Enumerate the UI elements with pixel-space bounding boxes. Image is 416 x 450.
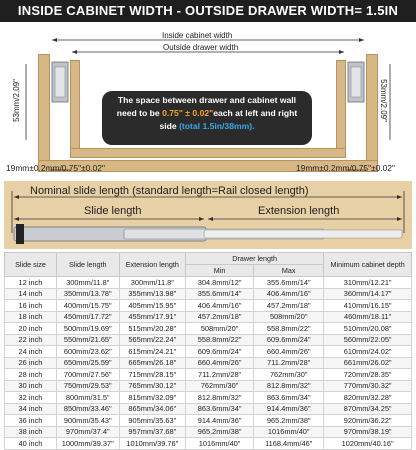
table-cell: 515mm/20.28" [119,323,185,335]
table-cell: 355mm/13.98" [119,288,185,300]
left-height-label: 53mm/2.09" [11,79,21,122]
table-cell: 40 inch [5,438,57,450]
table-cell: 1020mm/40.16" [324,438,412,450]
table-row [5,311,412,323]
table-cell: 455mm/17.91" [119,311,185,323]
table-cell: 14 inch [5,288,57,300]
table-row [5,380,412,392]
table-cell: 26 inch [5,357,57,369]
table-cell: 355.6mm/14" [254,277,324,289]
col-slide-length: Slide length [56,253,119,277]
table-cell: 36 inch [5,415,57,427]
table-cell: 350mm/13.78" [56,288,119,300]
table-cell: 24 inch [5,346,57,358]
table-cell: 762mm/30" [254,369,324,381]
table-cell: 660.4mm/26" [254,346,324,358]
table-row [5,334,412,346]
table-cell: 650mm/25.59" [56,357,119,369]
table-cell: 406.4mm/16" [254,288,324,300]
table-cell: 711.2mm/28" [254,357,324,369]
table-cell: 920mm/36.22" [324,415,412,427]
right-gap-label: 19mm±0.2mm/0.75"±0.02" [296,163,395,173]
table-row [5,392,412,404]
table-cell: 30 inch [5,380,57,392]
table-cell: 665mm/26.18" [119,357,185,369]
table-cell: 905mm/35.63" [119,415,185,427]
info-line-3: side (total 1.5in/38mm). [159,121,255,131]
table-cell: 558.8mm/22" [254,323,324,335]
outside-drawer-width-label: Outside drawer width [163,43,239,52]
table-row [5,357,412,369]
table-cell: 405mm/15.95" [119,300,185,312]
table-row [5,403,412,415]
table-cell: 1016mm/40" [254,426,324,438]
table-cell: 715mm/28.15" [119,369,185,381]
gap-tolerance-highlight: 0.75" ± 0.02" [162,108,214,118]
table-body [5,277,412,450]
table-cell: 661mm/26.02" [324,357,412,369]
table-cell: 812.8mm/32" [254,380,324,392]
info-line-1: The space between drawer and cabinet wall [117,95,297,105]
table-cell: 615mm/24.21" [119,346,185,358]
table-cell: 508mm/20" [186,323,254,335]
table-row [5,300,412,312]
cabinet-diagram [0,22,416,180]
table-cell: 610mm/24.02" [324,346,412,358]
left-gap-label: 19mm±0.2mm/0.75"±0.02" [6,163,105,173]
table-cell: 457.2mm/18" [186,311,254,323]
table-cell: 965.2mm/38" [254,415,324,427]
table-cell: 765mm/30.12" [119,380,185,392]
table-cell: 609.6mm/24" [254,334,324,346]
table-row [5,346,412,358]
table-cell: 460mm/18.11" [324,311,412,323]
col-drawer-max: Max [254,265,324,277]
table-cell: 750mm/29.53" [56,380,119,392]
table-cell: 914.4mm/36" [254,403,324,415]
table-cell: 28 inch [5,369,57,381]
table-cell: 1016mm/40" [186,438,254,450]
table-cell: 770mm/30.32" [324,380,412,392]
col-drawer-min: Min [186,265,254,277]
right-height-label: 53mm/2.09" [378,79,388,122]
table-row [5,277,412,289]
table-cell: 700mm/27.56" [56,369,119,381]
extension-length-label: Extension length [258,205,340,217]
table-cell: 300mm/11.8" [56,277,119,289]
table-cell: 970mm/37.4" [56,426,119,438]
table-cell: 457.2mm/18" [254,300,324,312]
table-cell: 600mm/23.62" [56,346,119,358]
table-cell: 660.4mm/26" [186,357,254,369]
table-cell: 965.2mm/38" [186,426,254,438]
slide-length-label: Slide length [84,205,142,217]
table-cell: 550mm/21.65" [56,334,119,346]
col-min-cabinet-depth: Minimum cabinet depth [324,253,412,277]
table-cell: 18 inch [5,311,57,323]
table-cell: 711.2mm/28" [186,369,254,381]
table-cell: 1000mm/39.37" [56,438,119,450]
info-box [102,91,312,145]
table-row [5,369,412,381]
info-line-2: need to be 0.75" ± 0.02"each at left and right [116,108,298,118]
col-slide-size: Slide size [5,253,57,277]
table-cell: 863.6mm/34" [186,403,254,415]
table-cell: 510mm/20.08" [324,323,412,335]
table-cell: 1010mm/39.76" [119,438,185,450]
col-drawer-length: Drawer length [186,253,324,265]
nominal-slide-length-label: Nominal slide length (standard length=Rail closed length) [30,185,309,197]
table-cell: 1168.4mm/46" [254,438,324,450]
table-cell: 500mm/19.69" [56,323,119,335]
table-cell: 957mm/37.68" [119,426,185,438]
table-cell: 800mm/31.5" [56,392,119,404]
table-cell: 16 inch [5,300,57,312]
slide-length-diagram [4,181,412,249]
table-row [5,323,412,335]
table-cell: 410mm/16.15" [324,300,412,312]
table-cell: 850mm/33.46" [56,403,119,415]
table-cell: 304.8mm/12" [186,277,254,289]
total-gap-highlight: (total 1.5in/38mm). [179,121,255,131]
table-cell: 12 inch [5,277,57,289]
table-cell: 450mm/17.72" [56,311,119,323]
table-cell: 355.6mm/14" [186,288,254,300]
table-cell: 914.4mm/36" [186,415,254,427]
table-cell: 400mm/15.75" [56,300,119,312]
table-cell: 300mm/11.8" [119,277,185,289]
table-cell: 360mm/14.17" [324,288,412,300]
table-cell: 32 inch [5,392,57,404]
table-row [5,415,412,427]
size-table [4,252,412,450]
table-cell: 870mm/34.25" [324,403,412,415]
col-extension-length: Extension length [119,253,185,277]
table-cell: 508mm/20" [254,311,324,323]
table-cell: 22 inch [5,334,57,346]
table-cell: 558.8mm/22" [186,334,254,346]
table-cell: 609.6mm/24" [186,346,254,358]
inside-cabinet-width-label: Inside cabinet width [162,31,233,40]
table-cell: 820mm/32.28" [324,392,412,404]
table-cell: 970mm/38.19" [324,426,412,438]
table-cell: 38 inch [5,426,57,438]
table-cell: 560mm/22.05" [324,334,412,346]
table-cell: 762mm/30" [186,380,254,392]
table-cell: 20 inch [5,323,57,335]
table-cell: 863.6mm/34" [254,392,324,404]
table-row [5,288,412,300]
table-cell: 900mm/35.43" [56,415,119,427]
table-cell: 812.8mm/32" [186,392,254,404]
table-cell: 406.4mm/16" [186,300,254,312]
table-cell: 720mm/28.35" [324,369,412,381]
table-cell: 815mm/32.09" [119,392,185,404]
table-cell: 865mm/34.06" [119,403,185,415]
table-row [5,438,412,450]
table-row [5,426,412,438]
page-header: INSIDE CABINET WIDTH - OUTSIDE DRAWER WIDTH= 1.5IN [0,0,416,22]
table-cell: 310mm/12.21" [324,277,412,289]
table-cell: 565mm/22.24" [119,334,185,346]
table-cell: 34 inch [5,403,57,415]
table-header-row [5,253,412,265]
